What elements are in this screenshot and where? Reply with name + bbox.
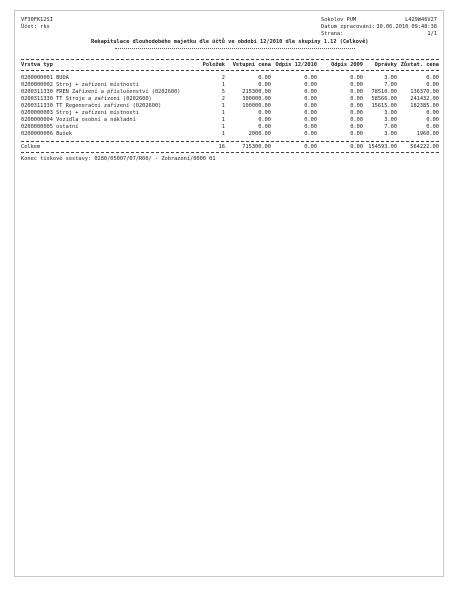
- cell-accum: 3.00: [384, 75, 397, 81]
- cell-type: 0200000005 ostatní: [21, 124, 79, 130]
- report-page: [14, 10, 444, 577]
- report-title: Rekapitulace dlouhodobého majetku dle účtů ve období 12/2010 dle skupiny 1.12 (Celkově): [91, 39, 369, 45]
- cell-dep12: 0.00: [304, 124, 317, 130]
- cell-cost: 0.00: [258, 117, 271, 123]
- cell-cost: 2000.00: [248, 131, 271, 137]
- cell-accum: 3.00: [384, 110, 397, 116]
- cell-cost: 0.00: [258, 82, 271, 88]
- cell-cost: 0.00: [258, 124, 271, 130]
- cell-cost: 0.00: [258, 110, 271, 116]
- cell-residual: 0.00: [426, 110, 439, 116]
- total-accum: 154593.00: [368, 144, 397, 150]
- cell-count: 1: [221, 131, 225, 137]
- cell-residual: 0.00: [426, 82, 439, 88]
- cell-depyear: 0.00: [350, 82, 363, 88]
- header-right-value2: 30.06.2010 09:48:38: [376, 24, 437, 30]
- total-depyear: 0.00: [350, 144, 363, 150]
- header-left-line2: Účet: rks: [21, 24, 50, 30]
- cell-type: 0200000001 BUDA: [21, 75, 69, 81]
- cell-accum: 3.00: [384, 117, 397, 123]
- header-rule-top: [21, 59, 439, 60]
- cell-accum: 78510.00: [371, 89, 397, 95]
- cell-depyear: 0.00: [350, 110, 363, 116]
- cell-accum: 7.00: [384, 82, 397, 88]
- cell-depyear: 0.00: [350, 75, 363, 81]
- cell-depyear: 0.00: [350, 117, 363, 123]
- cell-type: 0200311330 FREN Zařízení a příslušenství (0202600): [21, 89, 181, 95]
- table-row: [21, 124, 439, 130]
- col-type-header: Vrstva typ: [21, 62, 53, 68]
- cell-dep12: 0.00: [304, 117, 317, 123]
- cell-type: 0200311330 TT Regenerační zařízení (0202600): [21, 103, 162, 109]
- col-cost-header: Vstupní cena: [232, 62, 271, 68]
- cell-residual: 1960.00: [416, 131, 439, 137]
- cell-residual: 182385.00: [410, 103, 439, 109]
- table-row: [21, 96, 439, 102]
- total-rule-top: [21, 141, 439, 142]
- cell-accum: 3.00: [384, 131, 397, 137]
- cell-dep12: 0.00: [304, 75, 317, 81]
- cell-type: 0200311330 TT Stroje a zařízení (0202600): [21, 96, 152, 102]
- cell-accum: 15615.00: [371, 103, 397, 109]
- cell-depyear: 0.00: [350, 124, 363, 130]
- cell-count: 2: [221, 75, 225, 81]
- cell-accum: 7.00: [384, 124, 397, 130]
- cell-type: 0200000002 Stroj + zařízení místnosti: [21, 82, 139, 88]
- cell-cost: 100000.00: [242, 103, 271, 109]
- total-row: [21, 144, 439, 150]
- header-right-label3: Strana:: [321, 31, 344, 37]
- column-header-row: [21, 62, 439, 68]
- cell-residual: 0.00: [426, 117, 439, 123]
- cell-depyear: 0.00: [350, 96, 363, 102]
- cell-residual: 0.00: [426, 75, 439, 81]
- header-right-value1: L429W46V27: [405, 17, 437, 23]
- cell-count: 2: [221, 96, 225, 102]
- table-row: [21, 89, 439, 95]
- cell-count: 1: [221, 110, 225, 116]
- table-row: [21, 75, 439, 81]
- cell-count: 1: [221, 103, 225, 109]
- cell-type: 0200000003 Stroj + zařízení místnosti: [21, 110, 139, 116]
- table-row: [21, 131, 439, 137]
- table-row: [21, 82, 439, 88]
- col-count-header: Položek: [202, 62, 225, 68]
- cell-residual: 0.00: [426, 124, 439, 130]
- total-dep12: 0.00: [304, 144, 317, 150]
- col-residual-header: Zůstat. cena: [400, 62, 439, 68]
- table-row: [21, 103, 439, 109]
- title-underline: [115, 48, 355, 49]
- cell-dep12: 0.00: [304, 89, 317, 95]
- cell-cost: 215300.00: [242, 89, 271, 95]
- cell-dep12: 0.00: [304, 103, 317, 109]
- cell-dep12: 0.00: [304, 131, 317, 137]
- cell-type: 0200000004 Vozidla osobní a nákladní: [21, 117, 136, 123]
- col-depyear-header: Odpis 2009: [331, 62, 363, 68]
- total-count: 16: [218, 144, 225, 150]
- col-accum-header: Oprávky: [374, 62, 397, 68]
- cell-depyear: 0.00: [350, 131, 363, 137]
- total-residual: 564222.00: [410, 144, 439, 150]
- cell-count: 1: [221, 117, 225, 123]
- header-right-value3: 1/1: [427, 31, 437, 37]
- total-label: Celkem: [21, 144, 41, 150]
- cell-residual: 136370.00: [410, 89, 439, 95]
- cell-type: 0200000006 Bušek: [21, 131, 73, 137]
- table-row: [21, 117, 439, 123]
- header-right-label1: Sokolov PUM: [321, 17, 357, 23]
- footer-note: Konec tiskové sestavy: 0280/05007/07/R00/ - Zobrazení/0000 01: [21, 156, 216, 162]
- cell-accum: 58566.00: [371, 96, 397, 102]
- cell-cost: 0.00: [258, 75, 271, 81]
- col-dep12-header: Odpis 12/2010: [275, 62, 317, 68]
- cell-count: 1: [221, 124, 225, 130]
- cell-depyear: 0.00: [350, 89, 363, 95]
- table-row: [21, 110, 439, 116]
- header-left-line1: VF30FK12SI: [21, 17, 53, 23]
- cell-count: 5: [221, 89, 225, 95]
- header-right-label2: Datum zpracování:: [321, 24, 376, 30]
- total-rule-bottom: [21, 152, 439, 153]
- cell-depyear: 0.00: [350, 103, 363, 109]
- header-rule-bottom: [21, 70, 439, 71]
- cell-residual: 241432.00: [410, 96, 439, 102]
- total-cost: 715300.00: [242, 144, 271, 150]
- cell-dep12: 0.00: [304, 110, 317, 116]
- cell-dep12: 0.00: [304, 96, 317, 102]
- cell-dep12: 0.00: [304, 82, 317, 88]
- cell-cost: 300000.00: [242, 96, 271, 102]
- cell-count: 1: [221, 82, 225, 88]
